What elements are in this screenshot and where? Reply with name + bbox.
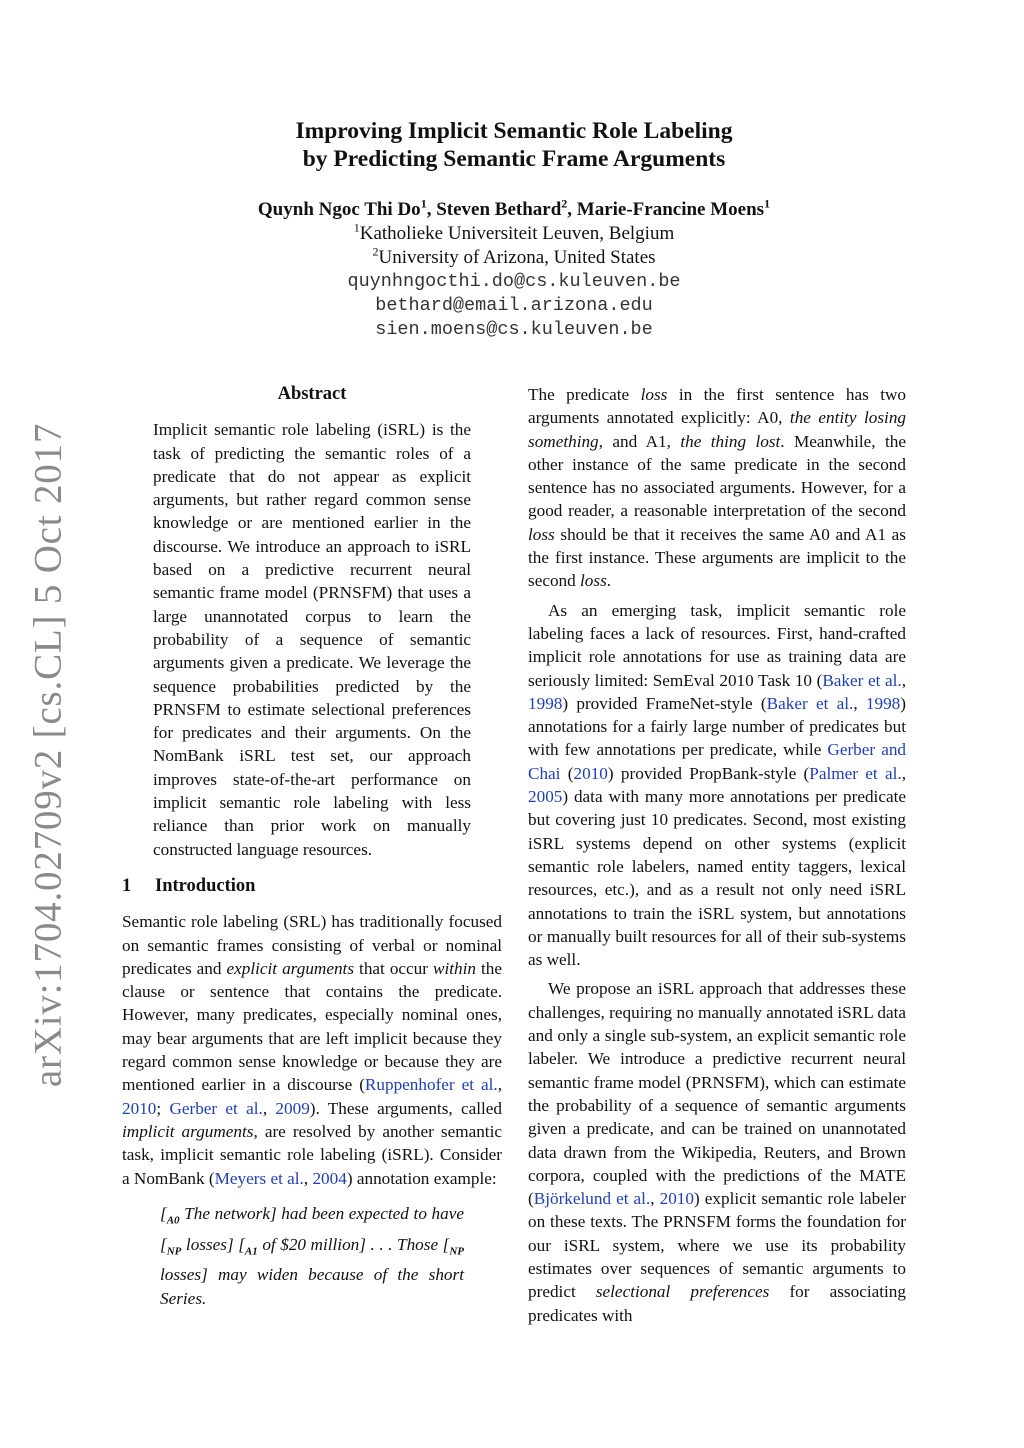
text-run: The network] had been expected to have [ [160,1203,464,1254]
affiliation-2-marker: 2 [372,244,379,259]
text-run: , are resolved by another semantic task, implicit semantic role labeling (iSRL). Consider a NomBank ( [122,1121,502,1188]
emphasis: within [433,958,476,978]
role-label-a0: A0 [166,1214,180,1227]
citation-ruppenhofer-year[interactable]: 2010 [122,1098,157,1118]
text-run: should be that it receives the same A0 and A1 as the first instance. These arguments are implicit to the second [528,524,906,591]
text-run: that occur [354,958,433,978]
email-1[interactable]: quynhngocthi.do@cs.kuleuven.be [347,271,681,292]
emphasis: implicit arguments [122,1121,254,1141]
text-run: ( [560,763,574,783]
right-paragraph-2 [528,599,906,972]
paper-title [150,117,878,173]
emphasis: loss [528,524,555,544]
citation-bjorkelund-year[interactable]: 2010 [659,1189,694,1209]
right-column [528,383,906,1327]
author-1: Quynh Ngoc Thi Do [257,199,421,220]
citation-baker[interactable]: Baker et al. [822,670,902,690]
author-separator: , [567,199,577,220]
role-label-np: NP [166,1244,182,1257]
text-run: Semantic role labeling (SRL) has traditionally focused on semantic frames consisting of verbal or nominal predicates and [122,912,502,978]
email-3[interactable]: sien.moens@cs.kuleuven.be [375,319,653,340]
text-run: the clause or sentence that contains the predicate. However, many predicates, especially nominal ones, may bear arguments that are left implicit because they regard common sense knowledge or because they are mentioned earlier in a discourse ( [122,958,502,1095]
email-2[interactable]: bethard@email.arizona.edu [375,295,653,316]
author-1-affil: 1 [420,196,427,211]
affiliation-1-marker: 1 [353,220,360,235]
citation-gerber[interactable]: Gerber et al. [169,1098,263,1118]
emphasis: loss [640,385,668,404]
text-run: , [901,763,906,783]
abstract-heading: Abstract [277,384,347,404]
citation-gerber-year[interactable]: 2009 [275,1098,310,1118]
text-run: ) provided FrameNet-style ( [562,693,767,713]
citation-baker-year[interactable]: 1998 [865,693,901,713]
title-line-2: by Predicting Semantic Frame Arguments [302,146,726,172]
section-number: 1 [122,875,132,896]
text-run: ) annotations for a fairly large number of predicates but with few annotations per predicate, while [528,693,906,760]
citation-meyers[interactable]: Meyers et al. [214,1168,304,1188]
text-run: losses] [ [181,1234,245,1254]
section-heading-introduction [122,875,502,898]
emphasis: the entity losing something [528,408,907,451]
text-run: losses] may widen because of the short Series. [160,1265,464,1308]
text-run: We propose an iSRL approach that addresses these challenges, requiring no manually annotated iSRL data and only a single sub-system, an explicit semantic role labeler. We introduce a predictive recurrent neural semantic frame model (PRNSFM), which can estimate the probability of a sequence of semantic arguments given a predicate, and can be trained on unannotated data drawn from the Wikipedia, Reuters, and Brown corpora, coupled with the predictions of the MATE ( [528,979,906,1209]
affiliation-1 [150,222,878,246]
abstract-body: Implicit semantic role labeling (iSRL) is the task of predicting the semantic roles of a predicate that do not appear as explicit arguments, but rather regard common sense knowledge or are mentioned earlier in the discourse. We introduce an approach to iSRL based on a predictive recurrent neural semantic frame model (PRNSFM) that uses a large unannotated corpus to learn the probability of a sequence of semantic arguments given a predicate. We leverage the sequence probabilities predicted by the PRNSFM to estimate selectional preferences for predicates and their arguments. On the NomBank iSRL test set, our approach improves state-of-the-art performance on implicit semantic role labeling with less reliance than prior work on manually constructed language resources. [153,420,471,859]
author-names [150,198,878,222]
text-run: ) explicit semantic role labeler on these texts. The PRNSFM forms the foundation for our iSRL system, where we use its probability estimates over sequences of semantic arguments to predict [528,1189,906,1302]
text-run: for associating predicates with [528,1282,906,1325]
text-run: As an emerging task, implicit semantic role labeling faces a lack of resources. First, hand-crafted implicit role annotations for use as training data are seriously limited: SemEval 2010 Task 10 ( [528,600,906,690]
intro-paragraph-1 [122,910,502,1190]
text-run: The predicate [528,385,641,404]
emphasis: selectional preferences [595,1282,770,1302]
text-run: . [606,571,612,591]
emphasis: loss [580,571,607,591]
text-run: , [497,1075,502,1095]
left-column [122,383,502,1310]
text-run: ; [156,1098,170,1118]
citation-gerber-chai[interactable]: Gerber and Chai [528,740,907,783]
right-paragraph-1 [528,383,906,593]
affiliation-2-text: University of Arizona, United States [378,247,656,268]
author-separator: , [426,199,437,220]
annotation-example [160,1202,464,1310]
text-run: ) data with many more annotations per predicate but covering just 10 predicates. Second, most existing iSRL systems depend on other systems (explicit semantic role labelers, named entity taggers, lexical resources, etc.), and as a result not only need iSRL annotations to train the iSRL system, but annotations or manually built resources for all of their sub-systems as well. [528,787,906,970]
role-label-np: NP [449,1244,464,1257]
emphasis: the thing lost [680,431,781,451]
author-block [150,198,878,342]
text-run: , and A1, [598,431,681,451]
citation-baker-year[interactable]: 1998 [528,693,563,713]
citation-bjorkelund[interactable]: Björkelund et al. [533,1189,651,1209]
author-3-affil: 1 [764,196,771,211]
text-run: ) provided PropBank-style ( [607,763,810,783]
text-run: , [262,1098,276,1118]
arxiv-stamp-text: arXiv:1704.02709v2 [cs.CL] 5 Oct 2017 [26,422,70,1088]
text-run: of $20 million] . . . Those [ [257,1234,450,1254]
citation-palmer-year[interactable]: 2005 [528,787,563,807]
citation-meyers-year[interactable]: 2004 [312,1168,347,1188]
citation-ruppenhofer[interactable] [365,1075,498,1094]
citation-gerber-chai-year[interactable]: 2010 [573,763,608,783]
author-2-affil: 2 [561,196,568,211]
text-run: [ [160,1203,167,1223]
right-paragraph-3 [528,977,906,1326]
section-title: Introduction [155,875,256,896]
text-run: ) annotation example: [346,1168,497,1188]
author-3: Marie-Francine Moens [576,199,765,220]
text-run: in the first sentence has two arguments annotated explicitly: A0, [528,385,906,428]
emphasis: explicit arguments [226,958,355,978]
title-line-1: Improving Implicit Semantic Role Labeling [295,118,733,144]
citation-palmer[interactable]: Palmer et al. [809,763,902,783]
affiliation-2 [150,246,878,270]
affiliation-1-text: Katholieke Universiteit Leuven, Belgium [359,223,675,244]
role-label-a1: A1 [244,1244,258,1257]
author-2: Steven Bethard [436,199,562,220]
citation-authors[interactable]: Ruppenhofer et al. [364,1075,498,1095]
text-run: , [303,1168,313,1188]
text-run: . Meanwhile, the other instance of the same predicate in the second sentence has no associated arguments. However, for a good reader, a reasonable interpretation of the second [528,431,907,521]
text-run: , [853,693,866,713]
arxiv-stamp [8,422,88,1088]
text-run: , [901,670,906,690]
citation-baker[interactable]: Baker et al. [766,693,854,713]
text-run: ). These arguments, called [309,1098,502,1118]
text-run: , [650,1189,660,1209]
